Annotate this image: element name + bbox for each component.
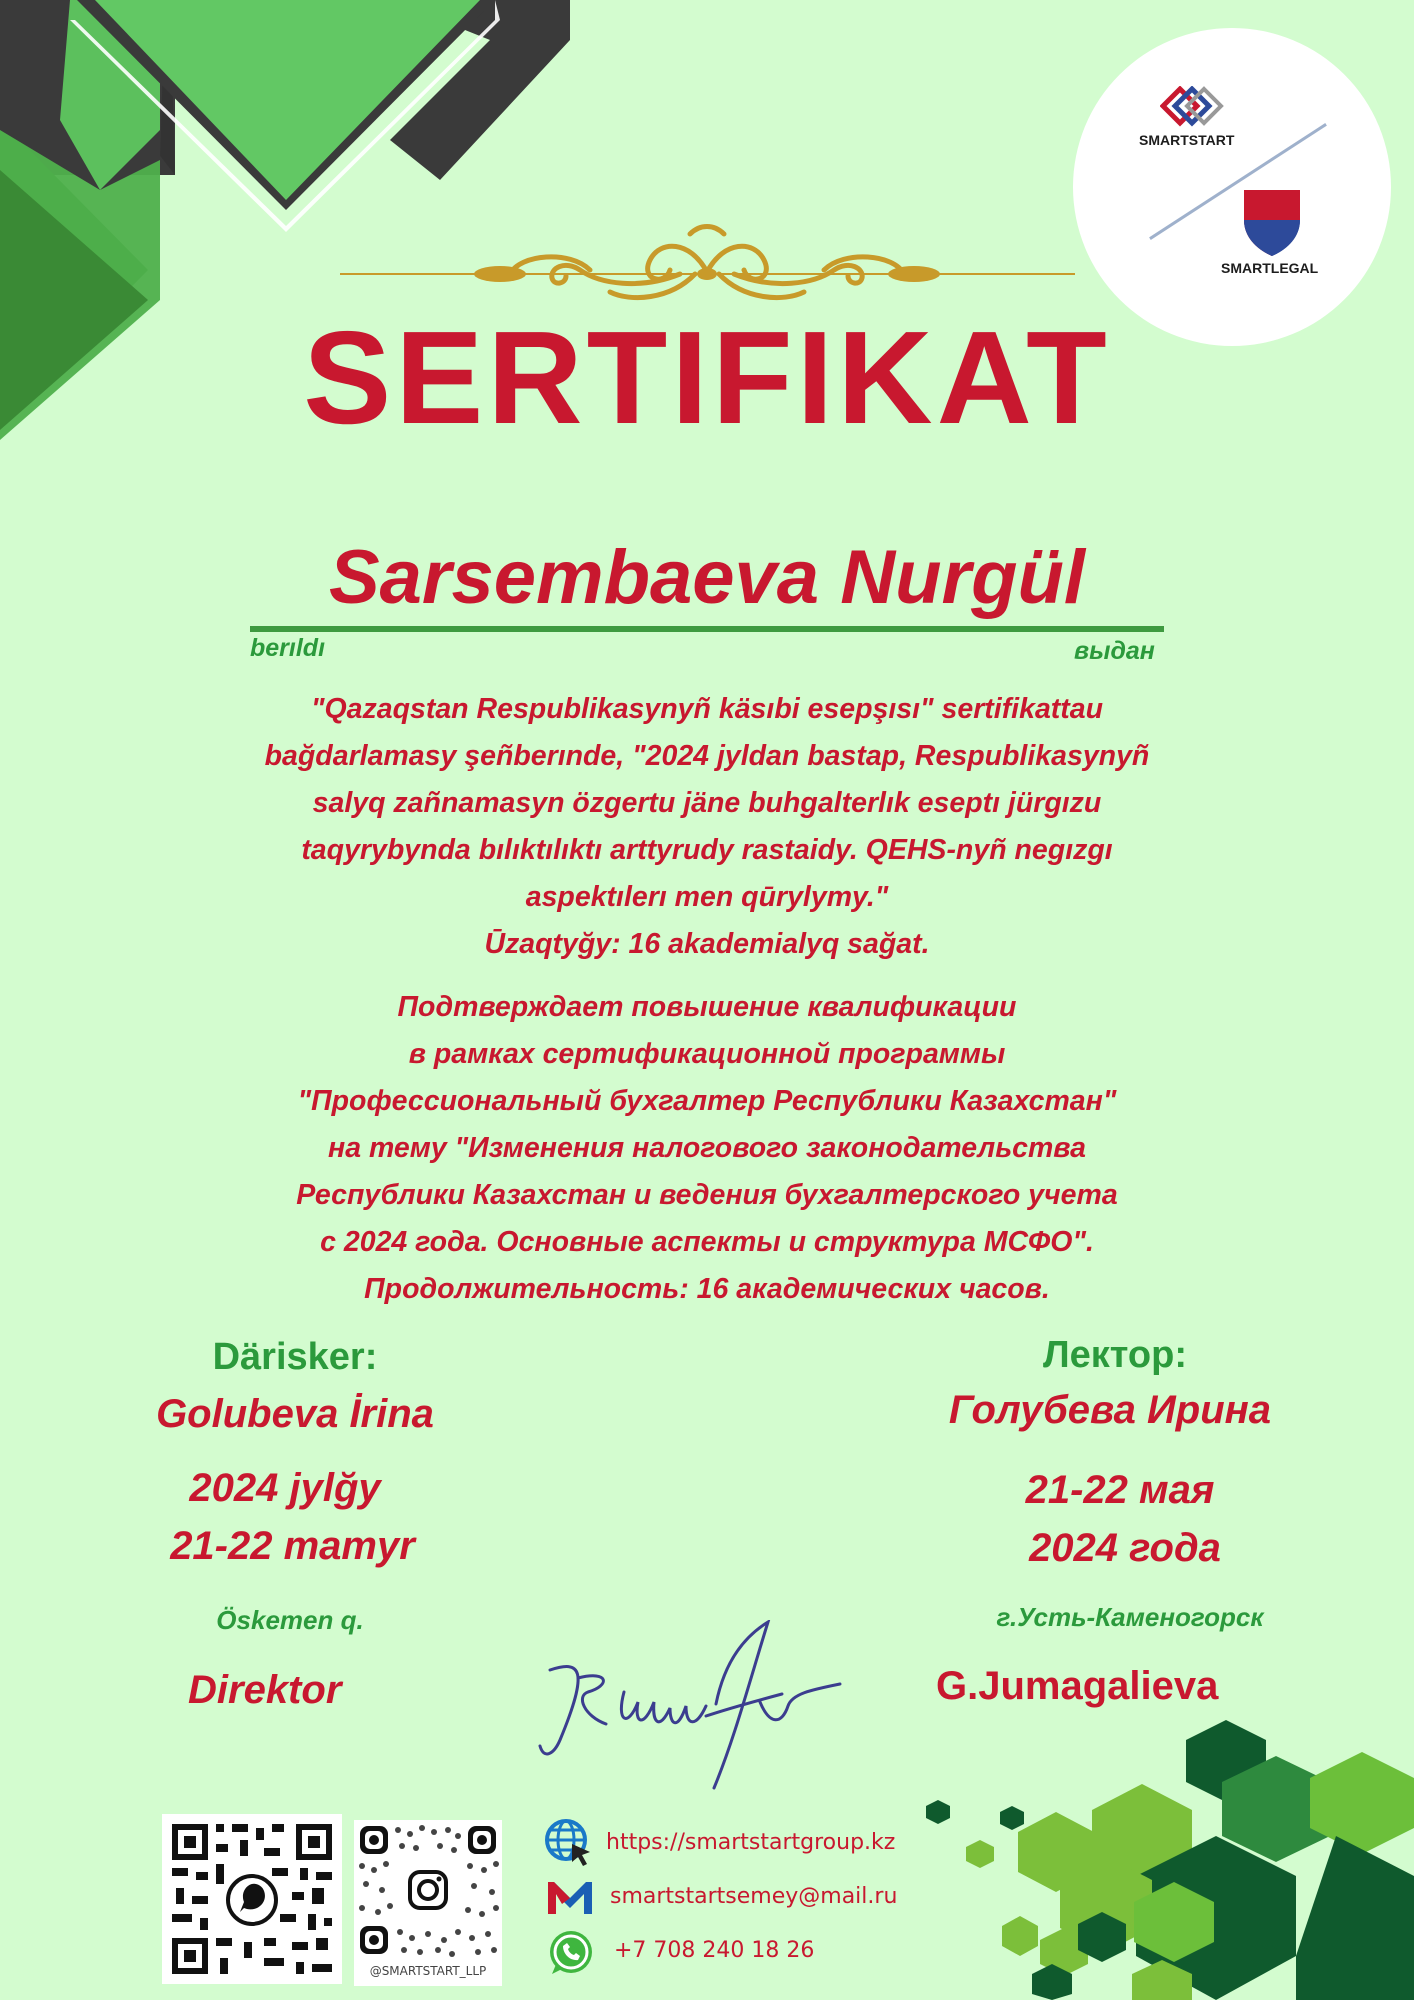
name-underline: [250, 626, 1164, 632]
hexagon-decoration: [916, 1716, 1414, 2000]
date-kz-line2: 21-22 mamyr: [170, 1524, 415, 1568]
ru-line: на тему "Изменения налогового законодательства: [327, 1132, 1086, 1164]
city-kz: Öskemen q.: [216, 1605, 364, 1635]
smartlegal-shield-icon: [1241, 186, 1303, 258]
logo-circle: [1073, 28, 1391, 346]
instagram-handle: @SMARTSTART_LLP: [369, 1964, 487, 1978]
qr-pattern-icon: [162, 1814, 342, 1984]
ru-line: Республики Казахстан и ведения бухгалтерского учета: [296, 1179, 1118, 1211]
globe-icon: [544, 1818, 594, 1868]
kz-line: aspektılerı men qūrylymy.": [525, 881, 889, 913]
lecturer-name-ru: Голубева Ирина: [948, 1388, 1272, 1432]
certificate-title: SERTIFIKAT: [303, 304, 1111, 451]
ru-line: с 2024 года. Основные аспекты и структура МСФО".: [320, 1226, 1094, 1258]
smartstart-logo-icon: [1160, 86, 1230, 132]
kz-line: bağdarlamasy şeñberınde, "2024 jyldan bastap, Respublikasynyñ: [264, 740, 1150, 772]
website-link[interactable]: https://smartstartgroup.kz: [606, 1830, 896, 1855]
director-name: G.Jumagalieva: [936, 1664, 1219, 1708]
email-link[interactable]: smartstartsemey@mail.ru: [610, 1884, 898, 1909]
qr-pattern-icon: [354, 1820, 502, 1960]
ru-line: в рамках сертификационной программы: [408, 1038, 1006, 1070]
issued-label-ru: выдан: [1074, 637, 1155, 665]
lecturer-label-ru: Лектор:: [1042, 1334, 1187, 1376]
kz-line: salyq zañnamasyn özgertu jäne buhgalterlık eseptı jürgızu: [312, 787, 1102, 819]
director-role: Direktor: [188, 1668, 342, 1712]
signature: [520, 1620, 850, 1795]
ru-line: "Профессиональный бухгалтер Республики Казахстан": [297, 1085, 1117, 1117]
whatsapp-icon: [546, 1928, 596, 1978]
city-ru: г.Усть-Каменогорск: [996, 1602, 1264, 1632]
russian-description: [170, 984, 1244, 1313]
date-ru-line2: 2024 года: [1029, 1526, 1221, 1570]
date-ru-line1: 21-22 мая: [1025, 1468, 1215, 1512]
kz-line: "Qazaqstan Respublikasynyñ käsıbi esepşısı" sertifikattau: [310, 693, 1104, 725]
ru-line: Подтверждает повышение квалификации: [397, 991, 1017, 1023]
phone-number[interactable]: +7 708 240 18 26: [614, 1938, 815, 1963]
lecturer-label-kz: Därisker:: [212, 1336, 378, 1378]
instagram-qr-code[interactable]: [354, 1820, 502, 1986]
date-kz-line1: 2024 jylğy: [189, 1466, 381, 1510]
whatsapp-qr-code[interactable]: [162, 1814, 342, 1984]
mail-icon: [546, 1878, 594, 1918]
smartlegal-logo-text: SMARTLEGAL: [1221, 260, 1319, 276]
kazakh-description: [170, 686, 1244, 968]
kz-line: taqyrybynda bılıktılıktı arttyrudy rastaidy. QEHS-nyñ negızgı: [301, 834, 1113, 866]
recipient-name: Sarsembaeva Nurgül: [328, 535, 1086, 620]
kz-line: Ūzaqtyğy: 16 akademialyq sağat.: [484, 928, 930, 960]
issued-label-kz: berıldı: [250, 634, 326, 662]
gold-ornament: [340, 220, 1075, 310]
smartstart-logo-text: SMARTSTART: [1139, 132, 1235, 148]
lecturer-name-kz: Golubeva İrina: [156, 1392, 434, 1436]
ru-line: Продолжительность: 16 академических часов.: [364, 1273, 1050, 1305]
